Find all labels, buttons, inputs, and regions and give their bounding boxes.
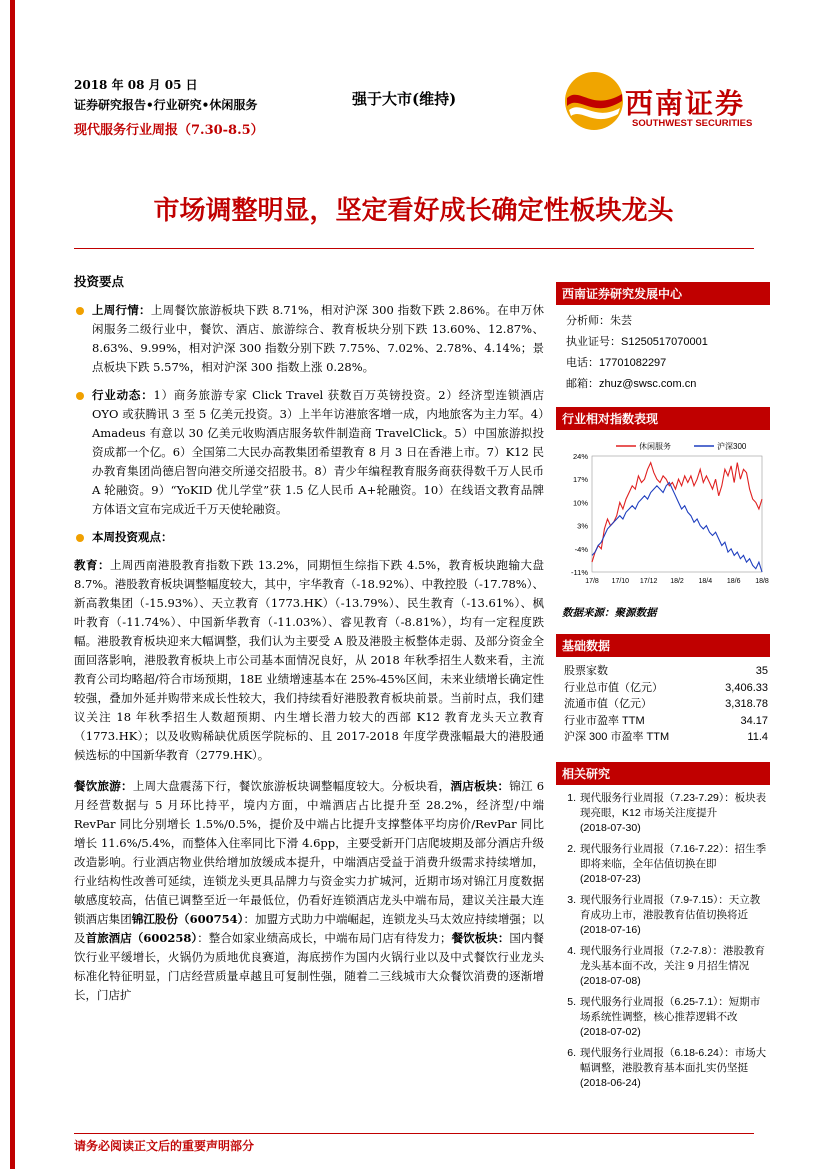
x-tick-label: 17/8 xyxy=(585,578,599,585)
legend-label: 沪深300 xyxy=(717,442,747,451)
y-tick-label: 24% xyxy=(572,452,588,461)
item-number: 5. xyxy=(567,995,576,1008)
item-date: (2018-06-24) xyxy=(580,1076,641,1089)
x-tick-label: 17/10 xyxy=(611,578,630,585)
item-date: (2018-07-08) xyxy=(580,974,641,987)
bullet-market xyxy=(74,301,544,377)
bullet-news xyxy=(74,386,544,519)
basic-data-header: 基础数据 xyxy=(556,634,770,657)
rating: 强于大市(维持) xyxy=(352,90,457,108)
phone: 电话：17701082297 xyxy=(566,357,667,369)
basic-data-value: 34.17 xyxy=(740,714,768,727)
para-label: 酒店板块： xyxy=(450,779,510,793)
item-title: 现代服务行业周报（6.25-7.1）：短期市场系统性调整，核心推荐逻辑不改 xyxy=(580,995,761,1023)
basic-data-row xyxy=(556,663,770,680)
bullet-label: 行业动态： xyxy=(92,388,154,402)
relative-index-chart xyxy=(556,436,770,598)
para-label: 餐饮板块： xyxy=(451,931,510,945)
item-date: (2018-07-02) xyxy=(580,1025,641,1038)
headline: 市场调整明显，坚定看好成长确定性板块龙头 xyxy=(153,196,674,226)
footer-disclaimer: 请务必阅读正文后的重要声明部分 xyxy=(74,1139,255,1153)
y-tick-label: -4% xyxy=(574,544,588,554)
bullet-text: 上周餐饮旅游板块下跌 8.71%，相对沪深 300 指数下跌 2.86%。在申万休闲服务二级行业中，餐饮、酒店、旅游综合、教育板块分别下跌 13.60%、12.87%、8.63%、9.99%，相对沪深 300 指数分别下跌 7.75%、7.02%、2.78%、4.14%；景点板块下跌 5.57%，相对沪深 300 指数上涨 0.28%。 xyxy=(92,303,545,374)
divider xyxy=(74,248,754,249)
basic-data-label: 行业市盈率 TTM xyxy=(564,714,645,727)
item-date: (2018-07-30) xyxy=(580,821,641,834)
item-date: (2018-07-16) xyxy=(580,923,641,936)
y-tick-label: 17% xyxy=(572,475,588,485)
basic-data-value: 35 xyxy=(755,665,768,677)
legend-label: 休闲服务 xyxy=(639,442,671,451)
para-text: ：整合如家业绩高成长，中端布局门店有待发力； xyxy=(197,931,452,945)
logo-text: 西南证券 xyxy=(625,87,746,120)
email: 邮箱：zhuz@swsc.com.cn xyxy=(566,378,697,390)
related-research-header: 相关研究 xyxy=(556,762,770,785)
basic-data-label: 股票家数 xyxy=(564,665,608,677)
item-title: 现代服务行业周报（7.16-7.22）：招生季即将来临，全年估值切换在即 xyxy=(580,842,767,870)
para-text: 上周大盘震荡下行，餐饮旅游板块调整幅度较大。分板块看， xyxy=(132,779,451,793)
bullet-label: 本周投资观点： xyxy=(92,530,173,544)
sidebar xyxy=(556,282,770,1097)
related-research-item[interactable] xyxy=(556,995,770,1040)
analyst: 分析师：朱芸 xyxy=(566,315,632,327)
para-text: ：加盟方式助力中端崛起，连锁龙头马太效应持续增强；以及 xyxy=(74,912,545,945)
basic-data-table xyxy=(556,663,770,746)
item-text-block xyxy=(580,995,770,1040)
para-label: 教育： xyxy=(74,558,110,572)
basic-data-row xyxy=(556,696,770,713)
basic-data-label: 流通市值（亿元） xyxy=(564,698,652,710)
item-text-block xyxy=(580,842,770,887)
report-series: 现代服务行业周报（7.30-8.5） xyxy=(74,123,264,138)
related-research-list xyxy=(556,791,770,1091)
para-label: 餐饮旅游： xyxy=(74,779,133,793)
basic-data-row xyxy=(556,680,770,697)
series-line-leisure xyxy=(592,463,762,562)
bullet-text: 1）商务旅游专家 Click Travel 获数百万英镑投资。2）经济型连锁酒店 OYO 或获腾讯 3 至 5 亿美元投资。3）上半年访港旅客增一成，内地旅客为主力军。4）Amadeus 有意以 30 亿美元收购酒店服务软件制造商 TravelClick。5）中国旅游拟投资成都一个亿。6）全国第二大民办高教集团希望教育 8 月 3 日在香港上市。7）K12 民办教育集团尚德启智向港交所递交招股书。8）青少年编程教育服务商获得数千万人民币 A 轮融资。9）“YoKID 优儿学堂”获 1.5 亿人民币 A+轮融资。10）在线语文教育品牌方体语文宣布完成近千万天使轮融资。 xyxy=(92,388,545,516)
related-research-item[interactable] xyxy=(556,842,770,887)
item-text-block xyxy=(580,944,770,989)
stock-name: 首旅酒店（600258） xyxy=(85,931,198,945)
x-tick-label: 18/2 xyxy=(670,578,684,585)
item-number: 1. xyxy=(567,791,576,804)
para-text: 国内餐饮行业平缓增长，火锅仍为质地优良赛道，海底捞作为国内火锅行业以及中式餐饮行业龙头标准化特征明显，门店经营质量卓越且可复制性强，随着二三线城市大众餐饮消费的逐渐增长，门店扩 xyxy=(74,931,545,1002)
research-center-header: 西南证券研究发展中心 xyxy=(556,282,770,305)
item-number: 3. xyxy=(567,893,576,906)
item-number: 6. xyxy=(567,1046,576,1059)
basic-data-row xyxy=(556,713,770,730)
item-title: 现代服务行业周报（7.9-7.15）：天立教育成功上市，港股教育估值切换将近 xyxy=(580,893,761,921)
item-title: 现代服务行业周报（6.18-6.24）：市场大幅调整，港股教育基本面扎实仍坚挺 xyxy=(580,1046,767,1074)
item-text-block xyxy=(580,893,770,938)
item-number: 2. xyxy=(567,842,576,855)
related-research-item[interactable] xyxy=(556,1046,770,1091)
x-tick-label: 18/6 xyxy=(726,578,741,585)
bullet-views xyxy=(74,528,544,547)
basic-data-label: 沪深 300 市盈率 TTM xyxy=(564,731,670,743)
para-text: 锦江 6 月经营数据与 5 月环比持平，境内方面，中端酒店占比提升至 28.2%，经济型/中端 RevPar 同比分别增长 1.5%/0.5%，提价及中端占比提升支撑整体平均房价/RevPar 同比增长 11.6%/5.4%，而整体入住率同比下滑 4.6pp，主要受新开门店爬坡期及部分酒店升级改造影响。行业酒店物业供给增加放缓成本提升，中端酒店受益于消费升级需求持续增加，行业结构性改善可延续，连锁龙头更具品牌力与资金实力扩城河，近期市场对锦江月度数据敏感度较高，估值已调整至近一年最低位，仍看好连锁酒店龙头中端布局，建议关注最大连锁酒店集团 xyxy=(74,779,545,926)
basic-data-value: 3,318.78 xyxy=(725,698,768,710)
chart-source: 数据来源：聚源数据 xyxy=(562,607,657,619)
related-research-item[interactable] xyxy=(556,944,770,989)
item-number: 4. xyxy=(567,944,576,957)
x-tick-label: 18/4 xyxy=(698,578,713,585)
basic-data-value: 3,406.33 xyxy=(725,681,768,694)
para-text: 上周西南港股教育指数下跌 13.2%，同期恒生综指下跌 4.5%，教育板块跑输大盘 8.7%。港股教育板块调整幅度较大，其中，宇华教育（-18.92%）、中教控股（-17.78%）、新高教集团（-15.93%）、天立教育（1773.HK）（-13.79%）、民生教育（-13.61%）、枫叶教育（-11.74%）、中国新华教育（-11.03%）、睿见教育（-8.81%），均有一定程度跌幅。港股教育板块迎来大幅调整，我们认为主要受 A 股及港股主板整体走弱、及部分资金全面回落影响，港股教育板块上市公司基本面情况良好，从 2018 年秋季招生人数来看，主流教育公司均略超/符合市场预期，18E 业绩增速基本在 25%-45%区间，未来业绩增长确定性较强，叠加外延并购带来成长性较大，我们持续看好港股教育板块前景。当前时点，我们建议关注 18 年秋季招生人数超预期、内生增长潜力较大的西部 K12 教育龙头天立教育（1773.HK）；以及收购稀缺优质医学院标的、且 2017-2018 年度学费涨幅最大的港股通候选标的中国新华教育（2779.HK）。 xyxy=(74,558,544,762)
paragraph-catering xyxy=(74,777,544,1005)
related-research-item[interactable] xyxy=(556,791,770,836)
bullet-label: 上周行情： xyxy=(92,303,151,317)
stock-name: 锦江股份（600754） xyxy=(131,912,244,926)
logo-subtext: SOUTHWEST SECURITIES xyxy=(632,118,753,129)
y-tick-label: 10% xyxy=(572,498,588,508)
y-tick-label: 3% xyxy=(577,521,588,531)
footer-divider xyxy=(74,1133,754,1134)
item-text-block xyxy=(580,791,770,836)
section-title: 投资要点 xyxy=(74,274,125,289)
contact-info xyxy=(556,311,770,395)
series-line-csi300 xyxy=(592,483,762,573)
report-category: 证券研究报告•行业研究•休闲服务 xyxy=(74,98,258,112)
basic-data-value: 11.4 xyxy=(747,731,768,743)
left-accent-bar xyxy=(10,0,15,1169)
main-column xyxy=(74,272,544,1005)
x-tick-label: 18/8 xyxy=(755,578,769,585)
item-date: (2018-07-23) xyxy=(580,872,641,885)
chart-header: 行业相对指数表现 xyxy=(556,407,770,430)
license: 执业证号：S1250517070001 xyxy=(566,336,708,348)
related-research-item[interactable] xyxy=(556,893,770,938)
basic-data-label: 行业总市值（亿元） xyxy=(564,681,663,694)
company-logo-icon xyxy=(562,68,626,134)
x-tick-label: 17/12 xyxy=(639,578,658,585)
paragraph-education xyxy=(74,556,544,765)
item-title: 现代服务行业周报（7.2-7.8）：港股教育龙头基本面不改，关注 9 月招生情况 xyxy=(580,944,765,972)
report-date: 2018 年 08 月 05 日 xyxy=(74,78,198,92)
item-title: 现代服务行业周报（7.23-7.29）：板块表现亮眼，K12 市场关注度提升 xyxy=(580,791,767,819)
basic-data-row xyxy=(556,729,770,746)
y-tick-label: -11% xyxy=(571,568,588,577)
item-text-block xyxy=(580,1046,770,1091)
